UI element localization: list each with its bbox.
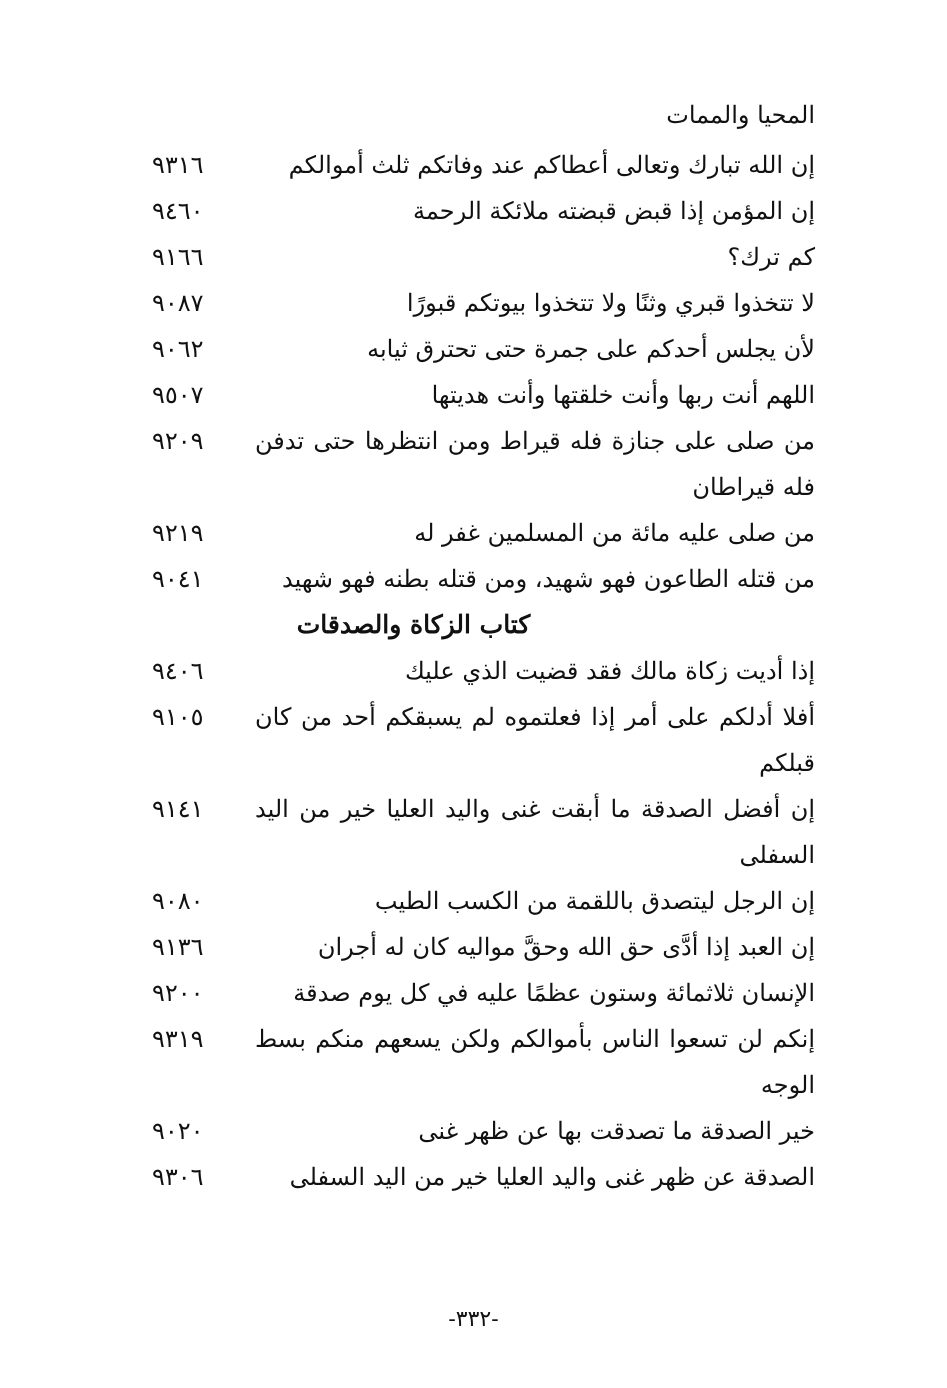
entry-text: إذا أديت زكاة مالك فقد قضيت الذي عليك bbox=[404, 657, 815, 685]
index-entry bbox=[0, 234, 947, 280]
index-entry bbox=[0, 694, 947, 786]
entry-text: كم ترك؟ bbox=[727, 243, 815, 271]
entry-text: الإنسان ثلاثمائة وستون عظمًا عليه في كل يوم صدقة bbox=[293, 979, 815, 1007]
index-entry bbox=[0, 372, 947, 418]
entry-text: لا تتخذوا قبري وثنًا ولا تتخذوا بيوتكم قبورًا bbox=[406, 289, 815, 317]
entry-number: ٩٥٠٧ bbox=[152, 381, 204, 409]
entry-number: ٩٠٦٢ bbox=[152, 335, 204, 363]
entry-number: ٩٣١٩ bbox=[152, 1025, 204, 1053]
index-entry bbox=[0, 280, 947, 326]
entry-text: لأن يجلس أحدكم على جمرة حتى تحترق ثيابه bbox=[367, 335, 815, 363]
entry-number: ٩٣١٦ bbox=[152, 151, 204, 179]
entry-text: الصدقة عن ظهر غنى واليد العليا خير من اليد السفلى bbox=[289, 1163, 815, 1191]
section-heading: كتاب الزكاة والصدقات bbox=[296, 610, 531, 639]
entry-number: ٩٢٠٩ bbox=[152, 427, 204, 455]
entry-text: أفلا أدلكم على أمر إذا فعلتموه لم يسبقكم أحد من كان قبلكم bbox=[255, 703, 815, 777]
entry-number: ٩٠٨٠ bbox=[152, 887, 204, 915]
entry-text: من صلى عليه مائة من المسلمين غفر له bbox=[414, 519, 815, 547]
index-entry bbox=[0, 188, 947, 234]
index-entry bbox=[0, 556, 947, 602]
index-entries bbox=[0, 142, 947, 1200]
index-entry bbox=[0, 418, 947, 510]
entry-text: إنكم لن تسعوا الناس بأموالكم ولكن يسعهم منكم بسط الوجه bbox=[255, 1025, 815, 1099]
entry-number: ٩١٤١ bbox=[152, 795, 204, 823]
continued-entry-line: المحيا والممات bbox=[666, 101, 815, 129]
index-entry bbox=[0, 970, 947, 1016]
entry-text: اللهم أنت ربها وأنت خلقتها وأنت هديتها bbox=[431, 381, 815, 409]
entry-text: إن أفضل الصدقة ما أبقت غنى واليد العليا خير من اليد السفلى bbox=[255, 795, 815, 869]
index-entry bbox=[0, 1016, 947, 1108]
entry-number: ٩١٦٦ bbox=[152, 243, 204, 271]
entry-number: ٩١٠٥ bbox=[152, 703, 204, 731]
entry-number: ٩١٣٦ bbox=[152, 933, 204, 961]
index-entry bbox=[0, 142, 947, 188]
index-entry bbox=[0, 878, 947, 924]
entry-text: إن الرجل ليتصدق باللقمة من الكسب الطيب bbox=[374, 887, 815, 915]
entry-number: ٩٠٤١ bbox=[152, 565, 204, 593]
entry-number: ٩٠٨٧ bbox=[152, 289, 204, 317]
entry-text: إن الله تبارك وتعالى أعطاكم عند وفاتكم ثلث أموالكم bbox=[288, 151, 815, 179]
entry-number: ٩٤٠٦ bbox=[152, 657, 204, 685]
entry-number: ٩٢١٩ bbox=[152, 519, 204, 547]
entry-text: إن العبد إذا أدَّى حق الله وحقَّ مواليه كان له أجران bbox=[317, 933, 815, 961]
index-entry bbox=[0, 510, 947, 556]
index-entry bbox=[0, 1108, 947, 1154]
index-entry bbox=[0, 648, 947, 694]
entry-text: خير الصدقة ما تصدقت بها عن ظهر غنى bbox=[418, 1117, 815, 1145]
entry-number: ٩٣٠٦ bbox=[152, 1163, 204, 1191]
entry-number: ٩٠٢٠ bbox=[152, 1117, 204, 1145]
entry-text: من قتله الطاعون فهو شهيد، ومن قتله بطنه فهو شهيد bbox=[282, 565, 815, 593]
entry-text: إن المؤمن إذا قبض قبضته ملائكة الرحمة bbox=[413, 197, 815, 225]
index-entry bbox=[0, 786, 947, 878]
index-entry bbox=[0, 924, 947, 970]
entry-number: ٩٢٠٠ bbox=[152, 979, 204, 1007]
index-entry bbox=[0, 326, 947, 372]
index-entry bbox=[0, 1154, 947, 1200]
page-number: -٣٣٢- bbox=[448, 1307, 499, 1332]
entry-text: من صلى على جنازة فله قيراط ومن انتظرها حتى تدفن فله قيراطان bbox=[255, 427, 815, 501]
entry-number: ٩٤٦٠ bbox=[152, 197, 204, 225]
